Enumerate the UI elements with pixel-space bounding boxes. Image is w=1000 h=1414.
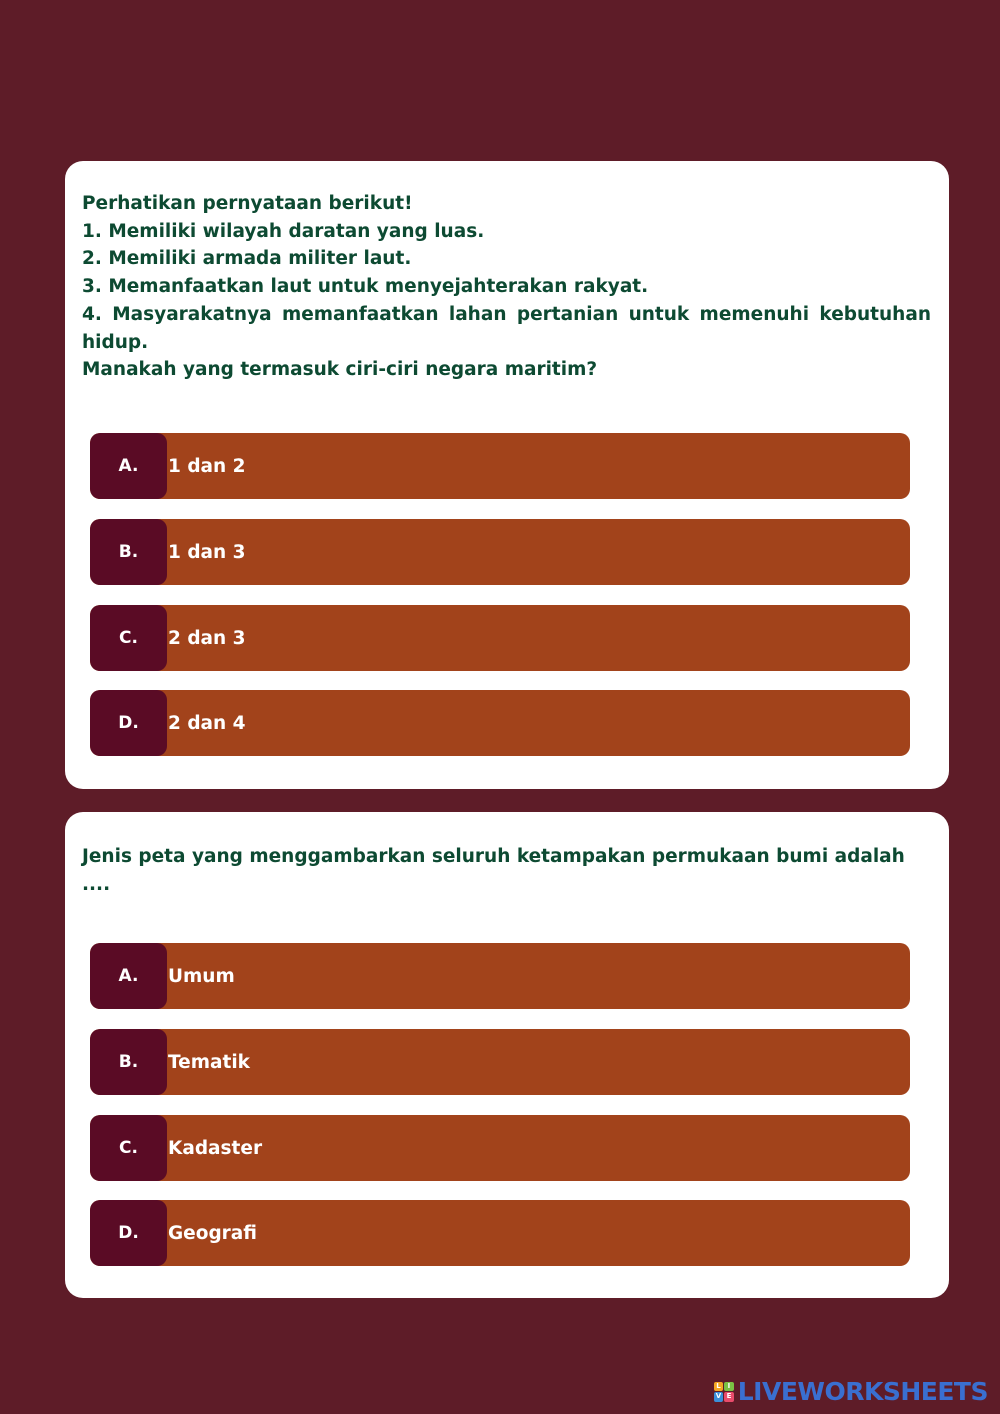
option-letter: D. (90, 1200, 167, 1266)
option-letter: C. (90, 605, 167, 671)
question-line: Jenis peta yang menggambarkan seluruh ketampakan permukaan bumi adalah .... (82, 846, 905, 895)
question-line: Perhatikan pernyataan berikut! (82, 193, 413, 214)
option-text: 1 dan 2 (168, 455, 246, 477)
option-letter: D. (90, 690, 167, 756)
option-text: Tematik (168, 1051, 250, 1073)
option-letter: C. (90, 1115, 167, 1181)
question-line: 2. Memiliki armada militer laut. (82, 248, 412, 270)
option-text: 2 dan 4 (168, 712, 246, 734)
brand-name: LIVEWORKSHEETS (737, 1377, 988, 1406)
answer-option-c[interactable] (90, 605, 910, 671)
liveworksheets-logo-icon (714, 1382, 734, 1402)
answer-option-b[interactable] (90, 519, 910, 585)
option-letter: A. (90, 433, 167, 499)
option-text: Kadaster (168, 1137, 263, 1159)
option-text: 1 dan 3 (168, 541, 246, 563)
answer-option-d[interactable] (90, 690, 910, 756)
question-text (82, 843, 931, 898)
answer-option-a[interactable] (90, 943, 910, 1009)
logo-tile: E (724, 1392, 734, 1402)
question-line: 3. Memanfaatkan laut untuk menyejahterakan rakyat. (82, 276, 649, 298)
answer-option-c[interactable] (90, 1115, 910, 1181)
question-line: Manakah yang termasuk ciri-ciri negara maritim? (82, 359, 598, 381)
answer-option-d[interactable] (90, 1200, 910, 1266)
option-text: Umum (168, 965, 235, 987)
option-text: 2 dan 3 (168, 627, 246, 649)
option-letter: B. (90, 519, 167, 585)
question-line: hidup. (82, 331, 149, 353)
answer-option-b[interactable] (90, 1029, 910, 1095)
question-line: 4. Masyarakatnya memanfaatkan lahan pertanian untuk memenuhi kebutuhan (82, 303, 931, 325)
logo-tile: L (714, 1382, 724, 1392)
logo-tile: V (714, 1392, 724, 1402)
option-letter: A. (90, 943, 167, 1009)
question-card-2 (65, 812, 949, 1298)
option-text: Geografi (168, 1222, 258, 1244)
question-card-1 (65, 161, 949, 789)
liveworksheets-brand (714, 1377, 988, 1406)
answer-option-a[interactable] (90, 433, 910, 499)
option-letter: B. (90, 1029, 167, 1095)
question-line: 1. Memiliki wilayah daratan yang luas. (82, 220, 485, 242)
logo-tile: I (724, 1382, 734, 1392)
question-text (82, 190, 931, 384)
